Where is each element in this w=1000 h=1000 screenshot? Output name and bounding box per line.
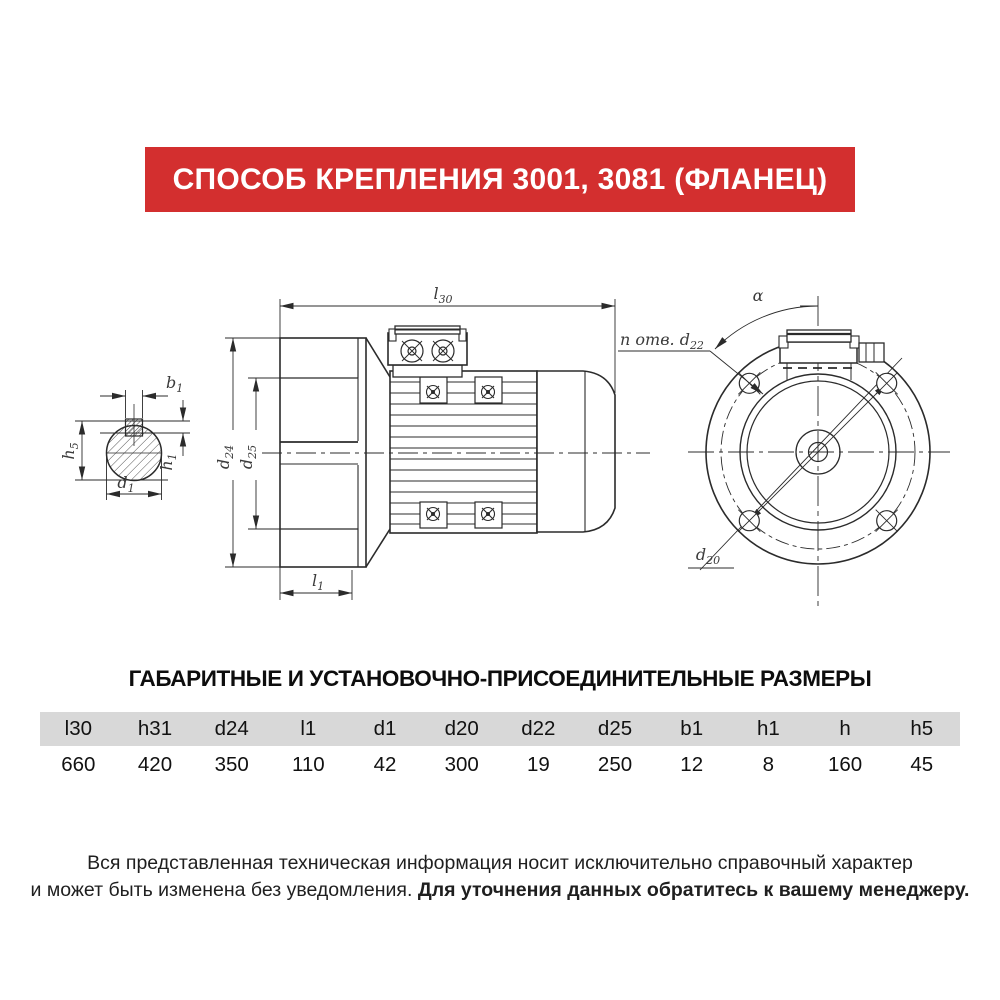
dim-label-l1: $l_1$ xyxy=(311,571,325,593)
table-value-row xyxy=(40,746,960,784)
table-header-cell: d24 xyxy=(214,717,249,740)
terminal-box-side xyxy=(388,326,467,377)
table-value-cell: 8 xyxy=(762,753,775,776)
table-header-cell: d22 xyxy=(521,717,556,740)
dim-label-l30: $l_{30}$ xyxy=(433,284,453,306)
table-value-cell: 110 xyxy=(292,753,325,776)
table-value-cell: 160 xyxy=(827,753,863,776)
disclaimer-line2-bold: Для уточнения данных обратитесь к вашему менеджеру. xyxy=(417,879,970,901)
table-value-cell: 19 xyxy=(526,753,550,776)
table-value-cell: 250 xyxy=(597,753,633,776)
dim-label-b1: $b_1$ xyxy=(166,373,184,395)
motor-side-view-drawing xyxy=(214,284,650,600)
terminal-box-front xyxy=(779,330,884,380)
table-header-cell: h5 xyxy=(910,717,934,740)
table-header-row xyxy=(40,712,960,746)
dim-label-h5: $h_5$ xyxy=(59,442,81,460)
table-header-cell: d25 xyxy=(597,717,633,740)
table-header-cell: h1 xyxy=(756,717,780,740)
dim-label-h1: $h_1$ xyxy=(157,453,179,471)
table-header-cell: b1 xyxy=(680,717,704,740)
disclaimer-line2: и может быть изменена без уведомления. xyxy=(30,879,418,901)
dimensions-table xyxy=(40,712,960,784)
table-value-cell: 420 xyxy=(137,753,173,776)
disclaimer-line1: Вся представленная техническая информация носит исключительно справочный характер xyxy=(87,852,913,874)
dim-label-d25: $d_{25}$ xyxy=(237,444,259,470)
table-value-cell: 42 xyxy=(373,753,397,776)
table-header-cell: l1 xyxy=(300,717,317,740)
dim-label-alpha: α xyxy=(752,286,764,305)
table-header-cell: h31 xyxy=(137,717,173,740)
dim-label-d20: $d_{20}$ xyxy=(695,545,721,567)
disclaimer xyxy=(0,850,1000,904)
flange-front-view-drawing xyxy=(618,286,950,610)
table-header-cell: d1 xyxy=(373,717,397,740)
table-value-cell: 12 xyxy=(680,753,704,776)
table-value-cell: 660 xyxy=(61,753,96,776)
table-value-cell: 350 xyxy=(214,753,249,776)
dim-label-d1: $d_1$ xyxy=(117,473,135,495)
shaft-cross-section-drawing xyxy=(59,373,190,500)
table-header-cell: h xyxy=(839,717,851,740)
table-header-cell: d20 xyxy=(444,717,479,740)
dim-label-n-holes-d22: n отв. $d_{22}$ xyxy=(620,330,704,352)
page-title: СПОСОБ КРЕПЛЕНИЯ 3001, 3081 (ФЛАНЕЦ) xyxy=(172,162,828,196)
table-header-cell: l30 xyxy=(64,717,93,740)
table-value-cell: 45 xyxy=(910,753,934,776)
section-title: ГАБАРИТНЫЕ И УСТАНОВОЧНО-ПРИСОЕДИНИТЕЛЬНЫЕ РАЗМЕРЫ xyxy=(128,666,872,691)
dim-label-d24: $d_{24}$ xyxy=(214,444,236,470)
table-value-cell: 300 xyxy=(444,753,479,776)
